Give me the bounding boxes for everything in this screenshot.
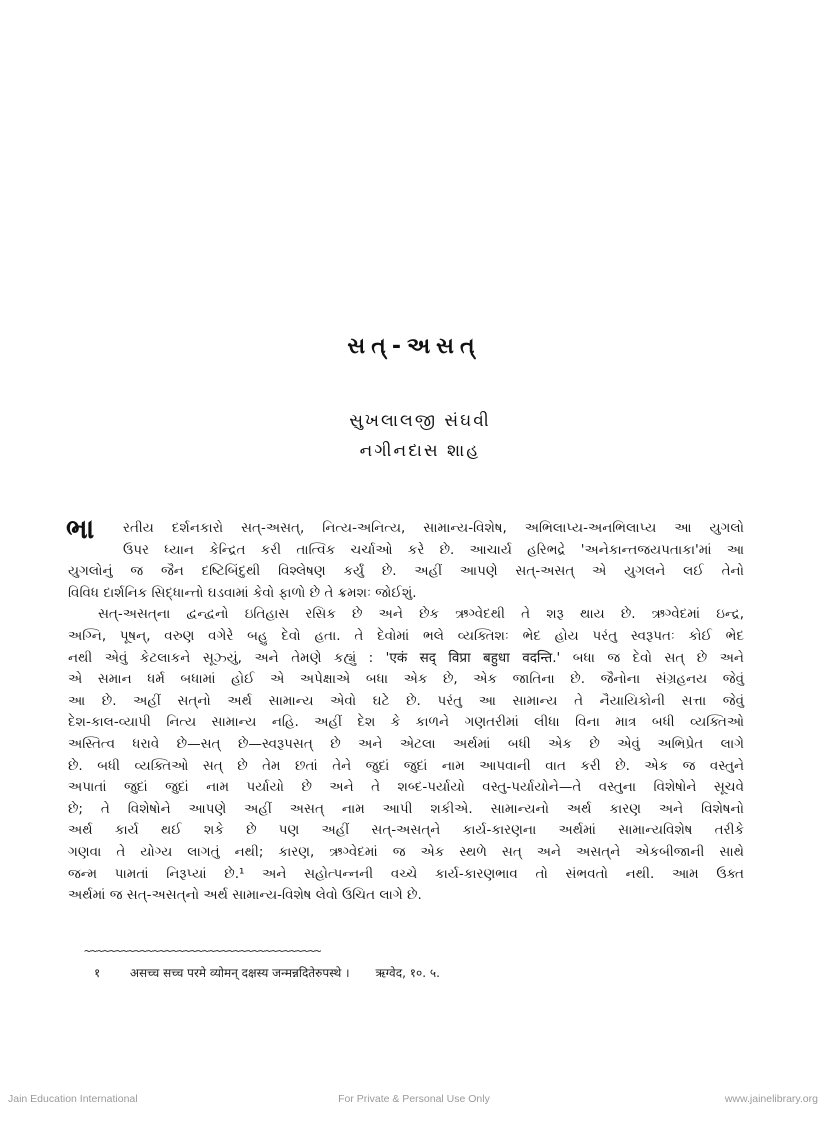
text-line: અસ્તિત્વ ધરાવે છે—સત્ છે—સ્વરૂપસત્ છે અને એટલા અર્થમાં બધી એક છે એવું અભિપ્રેત લાગે [68,735,744,752]
text-line: નથી એવું કેટલાકને સૂઝ્યું, અને તેમણે કહ્યું : 'एकं सद् विप्रा बहुधा वदन्ति.' બધા જ દેવો સત્ છે અને [68,649,744,666]
text-line: અપાતાં જુદાં જુદાં નામ પર્યાયો છે અને તે શબ્દ-પર્યાયો વસ્તુ-પર્યાયોને—તે વસ્તુના વિશેષોને સૂચવે [68,779,744,796]
page-title: સત્-અસત્ [347,334,481,359]
text-line: અગ્નિ, પૂષન્, વરુણ વગેરે બહુ દેવો હતા. તે દેવોમાં ભલે વ્યક્તિશઃ ભેદ હોય પરંતુ સ્વરૂપતઃ કોઈ ભેદ [68,627,744,644]
footer-publisher: Jain Education International [8,1093,138,1105]
author-name: સુખલાલજી સંઘવી [349,411,491,431]
footer-website-link[interactable]: www.jainelibrary.org [724,1093,818,1105]
text-line [66,514,744,545]
article-body [66,514,744,907]
text-line: છે; તે વિશેષોને આપણે અહીં અસત્ નામ આપી શકીએ. સામાન્યનો અર્થ કારણ અને વિશેષનો [68,800,744,817]
text-line: છે. બધી વ્યક્તિઓ સત્ છે તેમ છતાં તેને જુદાં જુદાં નામ આપવાની વાત કરી છે. એક જ વસ્તુને [68,757,744,774]
text-line: જન્મ પામતાં નિરૂપ્યાં છે.¹ અને સહોત્પન્નની વચ્ચે કાર્ય-કારણભાવ તો સંભવતો નથી. આમ ઉક્ત [68,865,744,882]
drop-cap: ભા [66,514,95,545]
text-line: એ સમાન ધર્મ બધામાં હોઈ એ અપેક્ષાએ બધા એક છે, એક જાતિના છે. જૈનોના સંગ્રહનય જેવું [68,671,744,688]
text-line: ઉપર ધ્યાન કેન્દ્રિત કરી તાત્વિક ચર્ચાઓ કરે છે. આચાર્ય હરિભદ્રે 'અનેકાન્તજયપતાકા'માં આ [123,541,744,558]
text-line: આ છે. અહીં સત્‌નો અર્થ સામાન્ય એવો ઘટે છે. પરંતુ આ સામાન્ય તે નૈયાયિકોની સત્તા જેવું [68,692,744,709]
text-line: ગણવા તે યોગ્ય લાગતું નથી; કારણ, ઋગ્વેદમાં જ એક સ્થળે સત્ અને અસત્‌ને એકબીજાની સાથે [68,843,744,860]
footnote [94,964,440,981]
footnote-text: असच्च सच्च परमे व्योमन् दक्षस्य जन्मन्नदितेरुपस्थे । [129,966,350,980]
paragraph [66,514,744,604]
author-name: નગીનદાસ શાહ [359,441,481,461]
footnote-separator: ~~~~~~~~~~~~~~~~~~~~~~~~~~~~~~~~~~~~~~ [84,944,321,958]
text-line: અર્થ કાર્ય થઈ શકે છે પણ અહીં સત્-અસત્‌ને કાર્ય-કારણના અર્થમાં સામાન્યવિશેષ તરીકે [68,822,744,839]
text-line: યુગલોનું જ જૈન દષ્ટિબિંદુથી વિશ્લેષણ કર્યું છે. અહીં આપણે સત્-અસત્ એ યુગલને લઈ તેનો [68,563,744,580]
footnote-number: १ [94,966,101,980]
text-line: અર્થમાં જ સત્-અસત્‌નો અર્થ સામાન્ય-વિશેષ લેવો ઉચિત લાગે છે. [68,887,422,904]
footnote-source: ऋग्वेद, १०. ५. [375,966,440,980]
paragraph [68,604,744,906]
text-line: દેશ-કાલ-વ્યાપી નિત્ય સામાન્ય નહિ. અહીં દેશ કે કાળને ગણતરીમાં લીધા વિના માત્ર બધી વ્યક્તિઓ [68,714,744,731]
page-footer [0,1093,828,1111]
text-line-content: રતીય દર્શનકારો સત્-અસત્, નિત્ય-અનિત્ય, સામાન્ય-વિશેષ, અભિલાપ્ય-અનભિલાપ્ય આ યુગલો [123,520,744,536]
text-line: સત્-અસત્‌ના દ્વન્દ્વનો ઇતિહાસ રસિક છે અને છેક ઋગ્વેદથી તે શરૂ થાય છે. ઋગ્વેદમાં ઇન્દ્ર, [98,606,744,623]
text-line: વિવિધ દાર્શનિક સિદ્ધાન્તો ઘડવામાં કેવો ફાળો છે તે ક્રમશઃ જોઈશું. [68,584,417,601]
footer-usage-notice: For Private & Personal Use Only [338,1093,490,1105]
